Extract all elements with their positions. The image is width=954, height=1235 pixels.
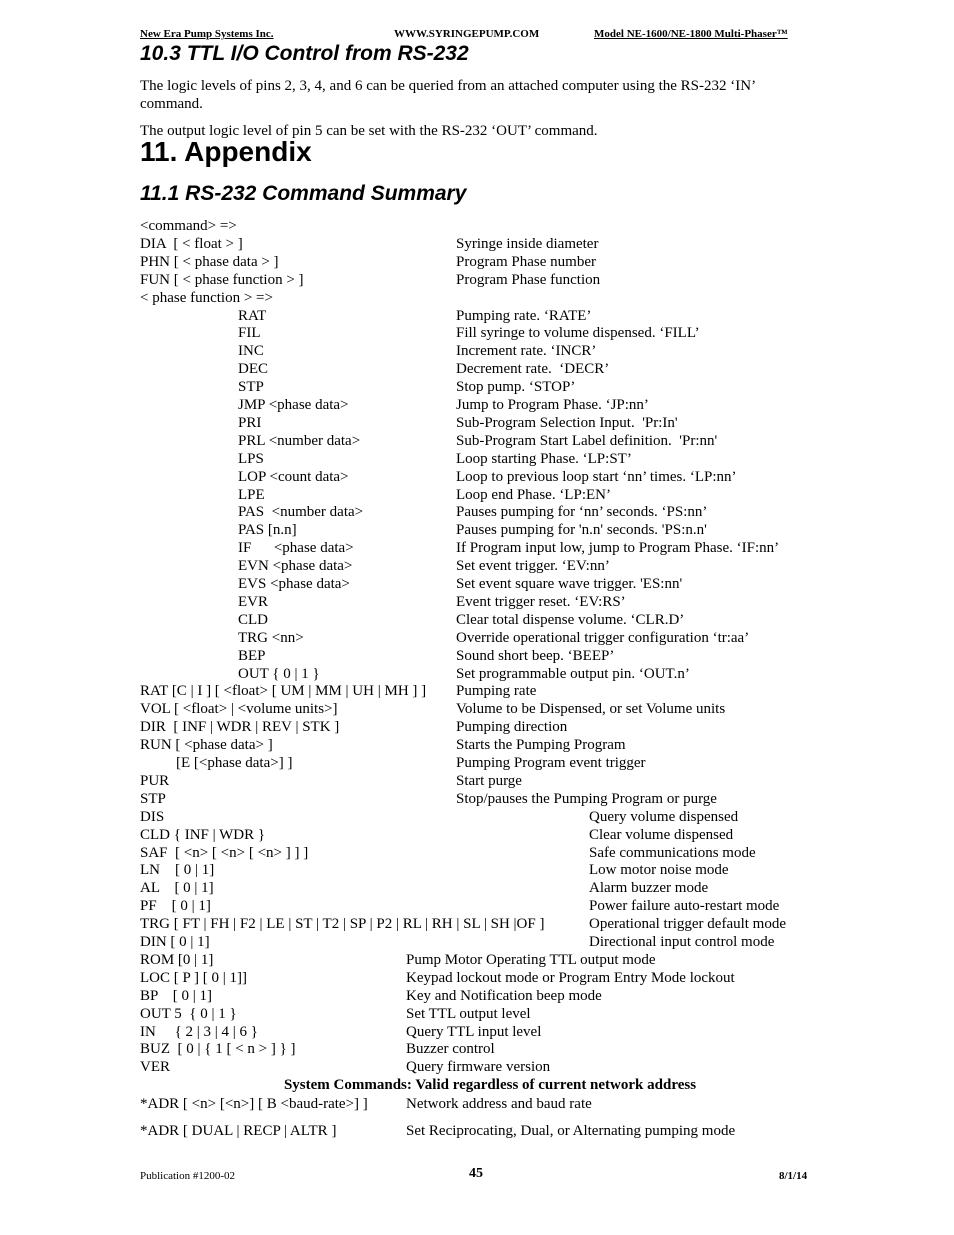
command-row <box>140 235 820 253</box>
command-syntax: EVR <box>238 593 268 610</box>
command-syntax: INC <box>238 343 264 360</box>
command-syntax: PRL <number data> <box>238 432 361 449</box>
command-syntax: EVN <phase data> <box>238 558 353 575</box>
command-row <box>140 933 820 951</box>
command-description: Pumping direction <box>456 719 568 736</box>
command-row <box>140 808 820 826</box>
command-description: Loop to previous loop start ‘nn’ times. ‘LP:nn’ <box>456 468 737 485</box>
command-syntax: PAS <number data> <box>238 504 364 521</box>
command-description: Query firmware version <box>406 1059 551 1076</box>
header-website: WWW.SYRINGEPUMP.COM <box>394 28 540 40</box>
command-row <box>140 468 820 486</box>
command-description: Set Reciprocating, Dual, or Alternating pumping mode <box>406 1123 736 1139</box>
command-syntax: PF [ 0 | 1] <box>140 898 211 915</box>
command-syntax: LOP <count data> <box>238 468 349 485</box>
command-description: Pumping rate. ‘RATE’ <box>456 307 592 324</box>
command-row <box>140 289 820 307</box>
command-syntax: LPS <box>238 450 264 467</box>
command-syntax: IN { 2 | 3 | 4 | 6 } <box>140 1023 258 1040</box>
command-syntax: RAT <box>238 307 267 324</box>
command-row <box>140 915 820 933</box>
command-description: Starts the Pumping Program <box>456 737 626 754</box>
command-description: Loop starting Phase. ‘LP:ST’ <box>456 450 632 467</box>
command-description: Query TTL input level <box>406 1023 542 1040</box>
command-row <box>140 665 820 683</box>
header-model: Model NE-1600/NE-1800 Multi-Phaser™ <box>594 28 788 40</box>
command-description: Set event trigger. ‘EV:nn’ <box>456 558 610 575</box>
command-description: Low motor noise mode <box>589 862 729 879</box>
command-syntax: BP [ 0 | 1] <box>140 987 213 1004</box>
command-description: Clear total dispense volume. ‘CLR.D’ <box>456 611 685 628</box>
command-row <box>140 217 820 235</box>
command-row <box>140 969 820 987</box>
command-syntax: ROM [0 | 1] <box>140 951 214 968</box>
command-syntax: BEP <box>238 647 266 664</box>
section-11-1-title: 11.1 RS-232 Command Summary <box>140 182 467 205</box>
command-row <box>140 611 820 629</box>
command-description: Increment rate. ‘INCR’ <box>456 343 597 360</box>
command-syntax: PRI <box>238 414 262 431</box>
command-description: Stop/pauses the Pumping Program or purge <box>456 790 717 807</box>
command-description: Event trigger reset. ‘EV:RS’ <box>456 593 626 610</box>
command-syntax: VOL [ <float> | <volume units>] <box>140 701 338 718</box>
command-row <box>140 396 820 414</box>
command-row <box>140 718 820 736</box>
command-syntax: DIN [ 0 | 1] <box>140 934 210 950</box>
command-row <box>140 253 820 271</box>
command-syntax: PUR <box>140 772 170 789</box>
command-row <box>140 1023 820 1041</box>
command-description: Decrement rate. ‘DECR’ <box>456 361 610 378</box>
command-row <box>140 307 820 325</box>
command-row <box>140 324 820 342</box>
command-row <box>140 539 820 557</box>
command-syntax: PAS [n.n] <box>238 522 297 539</box>
command-row <box>140 844 820 862</box>
command-description: Sub-Program Start Label definition. 'Pr:nn' <box>456 432 718 449</box>
command-row <box>140 486 820 504</box>
command-syntax: LN [ 0 | 1] <box>140 862 215 879</box>
command-syntax: IF <phase data> <box>238 540 354 557</box>
command-row <box>140 414 820 432</box>
command-syntax: [E [<phase data>] ] <box>176 755 293 771</box>
command-row <box>140 879 820 897</box>
command-description: Sound short beep. ‘BEEP’ <box>456 647 615 664</box>
command-syntax: TRG [ FT | FH | F2 | LE | ST | T2 | SP | P2 | RL | RH | SL | SH |OF ] <box>140 916 545 933</box>
command-description: Power failure auto-restart mode <box>589 898 780 915</box>
command-syntax: AL [ 0 | 1] <box>140 880 214 897</box>
command-syntax: CLD { INF | WDR } <box>140 826 266 843</box>
section-10-3-para2: The output logic level of pin 5 can be set with the RS-232 ‘OUT’ command. <box>140 123 598 139</box>
command-row <box>140 1058 820 1076</box>
command-description: Program Phase function <box>456 271 601 288</box>
command-syntax: DIA [ < float > ] <box>140 235 243 252</box>
command-description: Start purge <box>456 772 522 789</box>
command-syntax: OUT { 0 | 1 } <box>238 665 320 682</box>
command-row <box>140 897 820 915</box>
command-row <box>140 1005 820 1023</box>
command-row <box>140 593 820 611</box>
command-description: Set event square wave trigger. 'ES:nn' <box>456 576 683 592</box>
section-10-3-para1: The logic levels of pins 2, 3, 4, and 6 can be queried from an attached computer using the RS-232 ‘IN’ command. <box>140 78 755 112</box>
command-row <box>140 521 820 539</box>
command-row <box>140 360 820 378</box>
command-syntax: JMP <phase data> <box>238 397 349 413</box>
command-row <box>140 772 820 790</box>
command-description: Clear volume dispensed <box>589 826 734 843</box>
command-description: Key and Notification beep mode <box>406 987 602 1004</box>
command-description: Safe communications mode <box>589 844 756 861</box>
command-description: Program Phase number <box>456 253 596 270</box>
command-syntax: DEC <box>238 361 268 378</box>
command-description: Jump to Program Phase. ‘JP:nn’ <box>456 397 649 413</box>
command-row <box>140 557 820 575</box>
command-syntax: VER <box>140 1059 170 1076</box>
command-syntax: TRG <nn> <box>238 629 304 646</box>
appendix-title: 11. Appendix <box>140 136 312 167</box>
command-description: Pumping rate <box>456 683 537 700</box>
command-syntax: DIS <box>140 808 165 825</box>
command-syntax: STP <box>140 790 166 807</box>
command-description: Buzzer control <box>406 1041 495 1058</box>
command-row <box>140 790 820 808</box>
command-description: Sub-Program Selection Input. 'Pr:In' <box>456 414 678 431</box>
system-commands-heading: System Commands: Valid regardless of current network address <box>283 1077 697 1093</box>
command-description: Query volume dispensed <box>589 808 739 825</box>
command-row <box>140 271 820 289</box>
command-syntax: CLD <box>238 611 268 628</box>
command-description: Pauses pumping for ‘nn’ seconds. ‘PS:nn’ <box>456 504 708 521</box>
command-row <box>140 700 820 718</box>
command-syntax: LPE <box>238 486 265 503</box>
command-syntax: RUN [ <phase data> ] <box>140 737 273 754</box>
command-syntax: SAF [ <n> [ <n> [ <n> ] ] ] <box>140 844 309 861</box>
command-row <box>140 503 820 521</box>
command-row <box>140 1122 820 1140</box>
command-syntax: LOC [ P ] [ 0 | 1]] <box>140 969 248 986</box>
command-row <box>140 450 820 468</box>
command-row <box>140 951 820 969</box>
command-row <box>140 378 820 396</box>
command-syntax: *ADR [ <n> [<n>] [ B <baud-rate>] ] <box>140 1096 368 1112</box>
command-syntax: < phase function > => <box>140 289 273 306</box>
command-syntax: FUN [ < phase function > ] <box>140 271 304 288</box>
command-description: Fill syringe to volume dispensed. ‘FILL’ <box>456 325 700 342</box>
command-row <box>140 647 820 665</box>
command-row <box>140 1095 820 1113</box>
command-row <box>140 987 820 1005</box>
command-syntax: DIR [ INF | WDR | REV | STK ] <box>140 719 340 736</box>
footer-publication: Publication #1200-02 <box>140 1170 236 1182</box>
command-syntax: *ADR [ DUAL | RECP | ALTR ] <box>140 1123 337 1139</box>
command-description: Operational trigger default mode <box>589 916 787 933</box>
command-row <box>140 575 820 593</box>
footer-date: 8/1/14 <box>779 1170 808 1182</box>
command-description: Network address and baud rate <box>406 1096 592 1112</box>
command-syntax: OUT 5 { 0 | 1 } <box>140 1005 237 1022</box>
command-row <box>140 1040 820 1058</box>
command-description: Volume to be Dispensed, or set Volume units <box>456 701 726 718</box>
command-row <box>140 754 820 772</box>
command-description: Loop end Phase. ‘LP:EN’ <box>456 486 611 503</box>
command-description: Pumping Program event trigger <box>456 755 646 771</box>
command-description: Set programmable output pin. ‘OUT.n’ <box>456 665 690 682</box>
command-description: Pump Motor Operating TTL output mode <box>406 951 656 968</box>
command-syntax: EVS <phase data> <box>238 576 350 592</box>
command-description: Set TTL output level <box>406 1005 531 1022</box>
command-syntax: <command> => <box>140 218 237 234</box>
command-row <box>140 826 820 844</box>
command-description: If Program input low, jump to Program Phase. ‘IF:nn’ <box>456 540 780 557</box>
section-10-3-title: 10.3 TTL I/O Control from RS-232 <box>140 42 469 65</box>
command-row <box>140 342 820 360</box>
command-syntax: BUZ [ 0 | { 1 [ < n > ] } ] <box>140 1041 296 1058</box>
command-row <box>140 736 820 754</box>
header-company: New Era Pump Systems Inc. <box>140 28 274 40</box>
footer-page-number: 45 <box>469 1166 483 1181</box>
command-syntax: STP <box>238 379 264 396</box>
command-description: Override operational trigger configuration ‘tr:aa’ <box>456 629 750 646</box>
command-syntax: FIL <box>238 325 261 342</box>
command-row <box>140 861 820 879</box>
command-row <box>140 682 820 700</box>
command-description: Alarm buzzer mode <box>589 880 709 897</box>
command-description: Pauses pumping for 'n.n' seconds. 'PS:n.n' <box>456 522 707 539</box>
command-description: Directional input control mode <box>589 934 775 950</box>
command-description: Keypad lockout mode or Program Entry Mode lockout <box>406 969 735 986</box>
command-description: Stop pump. ‘STOP’ <box>456 379 576 396</box>
command-description: Syringe inside diameter <box>456 235 599 252</box>
command-syntax: RAT [C | I ] [ <float> [ UM | MM | UH | MH ] ] <box>140 683 427 700</box>
command-row <box>140 432 820 450</box>
command-syntax: PHN [ < phase data > ] <box>140 253 279 270</box>
command-row <box>140 629 820 647</box>
